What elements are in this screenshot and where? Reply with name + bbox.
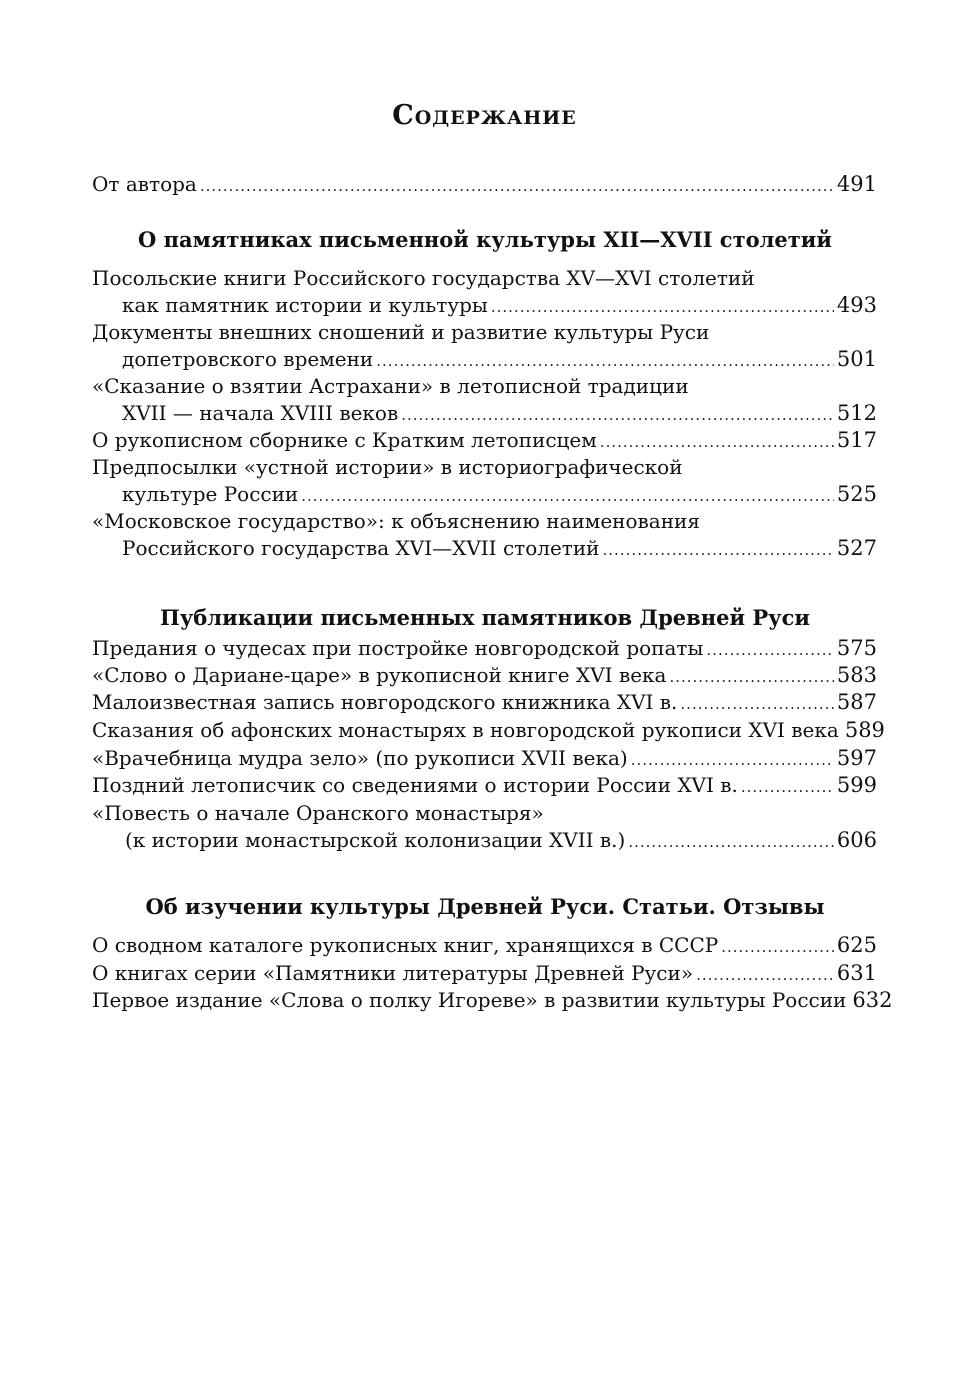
page-number: 525 xyxy=(836,482,877,506)
page-number: 501 xyxy=(836,347,877,371)
toc-entry[interactable] xyxy=(92,635,877,662)
toc-entry-title: От автора xyxy=(92,172,197,196)
leader-dots xyxy=(721,934,834,961)
toc-entry-title: Посольские книги Российского государства XV—XVI столетий xyxy=(92,266,755,290)
leader-dots xyxy=(696,962,834,989)
toc-entry-title: «Слово о Дариане-царе» в рукописной книге XVI века xyxy=(92,663,667,687)
toc-entry-preface[interactable] xyxy=(92,171,877,198)
page-number: 491 xyxy=(836,172,877,196)
leader-dots xyxy=(600,429,834,456)
toc-entry-title-continued: Российского государства XVI—XVII столетий xyxy=(122,536,600,560)
toc-entry-title: Документы внешних сношений и развитие культуры Руси xyxy=(92,320,710,344)
page-number: 493 xyxy=(836,293,877,317)
page-number: 631 xyxy=(836,961,877,985)
toc-entry-title: «Московское государство»: к объяснению наименования xyxy=(92,509,701,533)
toc-entry[interactable] xyxy=(92,987,893,1014)
toc-entry[interactable] xyxy=(92,319,877,373)
leader-dots xyxy=(376,348,834,375)
leader-dots xyxy=(401,402,834,429)
toc-entry[interactable] xyxy=(92,454,877,508)
page-title: Содержание xyxy=(392,100,577,131)
leader-dots xyxy=(706,637,834,664)
page-number: 575 xyxy=(836,636,877,660)
leader-dots xyxy=(741,774,834,801)
toc-entry-title: О рукописном сборнике с Кратким летописцем xyxy=(92,428,597,452)
toc-entry-title: «Врачебница мудра зело» (по рукописи XVII века) xyxy=(92,746,628,770)
toc-entry[interactable] xyxy=(92,932,877,959)
toc-entry[interactable] xyxy=(92,800,877,854)
page-number: 606 xyxy=(836,828,877,852)
leader-dots xyxy=(603,537,834,564)
toc-entry[interactable] xyxy=(92,689,877,716)
section-heading-1: О памятниках письменной культуры XII—XVII столетий xyxy=(138,227,832,252)
page-number: 587 xyxy=(836,690,877,714)
leader-dots xyxy=(631,747,834,774)
toc-entry[interactable] xyxy=(92,745,877,772)
toc-entry[interactable] xyxy=(92,265,877,319)
leader-dots xyxy=(491,294,834,321)
section-heading-2: Публикации письменных памятников Древней Руси xyxy=(160,605,810,630)
section-heading-3: Об изучении культуры Древней Руси. Статьи. Отзывы xyxy=(145,894,825,919)
toc-entry-title-continued: допетровского времени xyxy=(122,347,374,371)
leader-dots xyxy=(628,829,834,856)
toc-entry-title-continued: (к истории монастырской колонизации XVII в.) xyxy=(125,828,626,852)
page-number: 517 xyxy=(836,428,877,452)
toc-entry[interactable] xyxy=(92,960,877,987)
toc-entry-title: «Сказание о взятии Астрахани» в летописной традиции xyxy=(92,374,689,398)
leader-dots xyxy=(680,691,834,718)
page-number: 632 xyxy=(852,988,893,1012)
toc-entry-title: Первое издание «Слова о полку Игореве» в развитии культуры России xyxy=(92,988,847,1012)
page-number: 512 xyxy=(836,401,877,425)
toc-entry-title: Предания о чудесах при постройке новгородской ропаты xyxy=(92,636,704,660)
leader-dots xyxy=(200,173,834,200)
leader-dots xyxy=(669,664,833,691)
page-number: 527 xyxy=(836,536,877,560)
toc-entry-title: Сказания об афонских монастырях в новгородской рукописи XVI века xyxy=(92,718,839,742)
leader-dots xyxy=(301,483,834,510)
toc-entry-title-continued: как памятник истории и культуры xyxy=(122,293,488,317)
toc-entry-title: О книгах серии «Памятники литературы Древней Руси» xyxy=(92,961,694,985)
toc-entry-title: Предпосылки «устной истории» в историографической xyxy=(92,455,683,479)
toc-entry-title: О сводном каталоге рукописных книг, хранящихся в СССР xyxy=(92,933,719,957)
toc-entry-title: «Повесть о начале Оранского монастыря» xyxy=(92,801,544,825)
toc-entry[interactable] xyxy=(92,427,877,454)
page-number: 589 xyxy=(844,718,885,742)
toc-entry[interactable] xyxy=(92,508,877,562)
page-number: 583 xyxy=(836,663,877,687)
toc-entry[interactable] xyxy=(92,717,885,744)
toc-entry[interactable] xyxy=(92,662,877,689)
toc-entry[interactable] xyxy=(92,373,877,427)
toc-entry-title: Поздний летописчик со сведениями о истории России XVI в. xyxy=(92,773,738,797)
toc-entry-title: Малоизвестная запись новгородского книжника XVI в. xyxy=(92,690,678,714)
toc-entry[interactable] xyxy=(92,772,877,799)
toc-entry-title-continued: XVII — начала XVIII веков xyxy=(122,401,399,425)
toc-entry-title-continued: культуре России xyxy=(122,482,299,506)
page-number: 625 xyxy=(836,933,877,957)
page-number: 597 xyxy=(836,746,877,770)
page-number: 599 xyxy=(836,773,877,797)
